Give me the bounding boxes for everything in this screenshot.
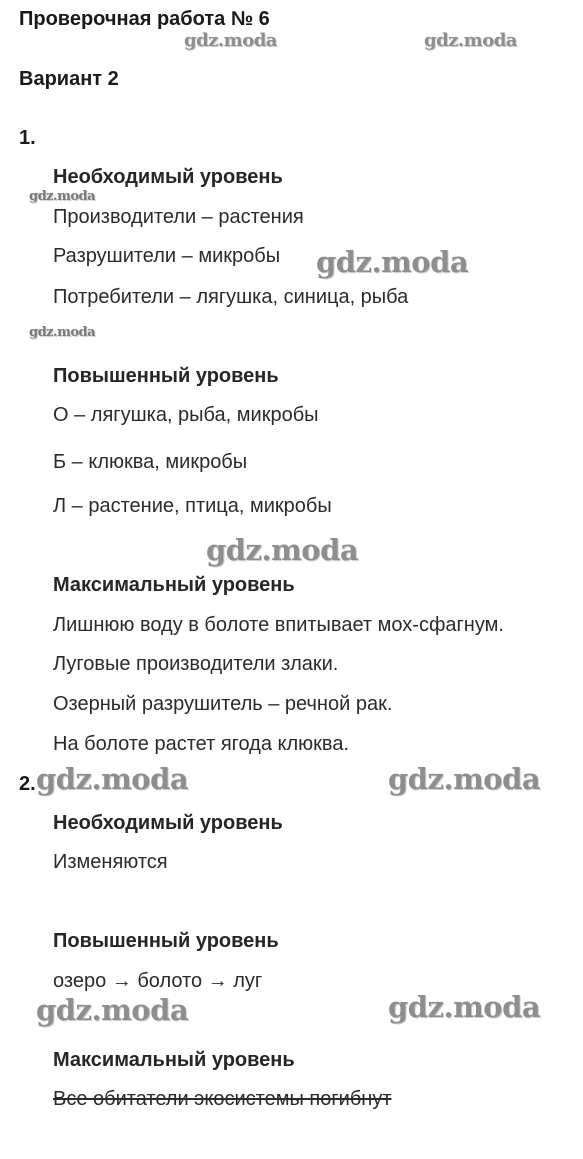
watermark-logo: gdz.moda (424, 30, 517, 51)
watermark-logo: gdz.moda (29, 325, 96, 340)
q1-required-line: Производители – растения (53, 206, 304, 228)
question-2-number: 2. (19, 773, 36, 795)
q1-maximum-line: На болоте растет ягода клюква. (53, 733, 350, 755)
watermark-logo: gdz.moda (206, 533, 359, 567)
q2-advanced-heading: Повышенный уровень (53, 930, 279, 952)
q1-maximum-line: Лишнюю воду в болоте впитывает мох-сфагнум. (53, 614, 504, 636)
watermark-logo: gdz.moda (316, 245, 469, 279)
watermark-logo: gdz.moda (36, 993, 189, 1027)
q1-maximum-line: Озерный разрушитель – речной рак. (53, 693, 393, 715)
q2-required-heading: Необходимый уровень (53, 812, 283, 834)
q1-required-line: Потребители – лягушка, синица, рыба (53, 286, 409, 308)
q2-advanced-line: озеро → болото → луг (53, 970, 263, 992)
watermark-logo: gdz.moda (29, 189, 96, 204)
q1-advanced-heading: Повышенный уровень (53, 365, 279, 387)
q1-required-heading: Необходимый уровень (53, 166, 283, 188)
page-title: Проверочная работа № 6 (19, 8, 270, 30)
q1-maximum-heading: Максимальный уровень (53, 574, 295, 596)
q1-advanced-line: Б – клюква, микробы (53, 451, 248, 473)
watermark-logo: gdz.moda (388, 990, 541, 1024)
watermark-logo: gdz.moda (184, 30, 277, 51)
q1-advanced-line: Л – растение, птица, микробы (53, 495, 332, 517)
q2-required-line: Изменяются (53, 851, 168, 873)
q1-advanced-line: О – лягушка, рыба, микробы (53, 404, 319, 426)
watermark-logo: gdz.moda (388, 762, 541, 796)
q1-maximum-line: Луговые производители злаки. (53, 653, 339, 675)
question-1-number: 1. (19, 127, 36, 149)
variant-label: Вариант 2 (19, 68, 119, 90)
watermark-logo: gdz.moda (36, 762, 189, 796)
q2-maximum-heading: Максимальный уровень (53, 1049, 295, 1071)
q2-maximum-line-struck: Все обитатели экосистемы погибнут (53, 1088, 392, 1110)
q1-required-line: Разрушители – микробы (53, 245, 281, 267)
